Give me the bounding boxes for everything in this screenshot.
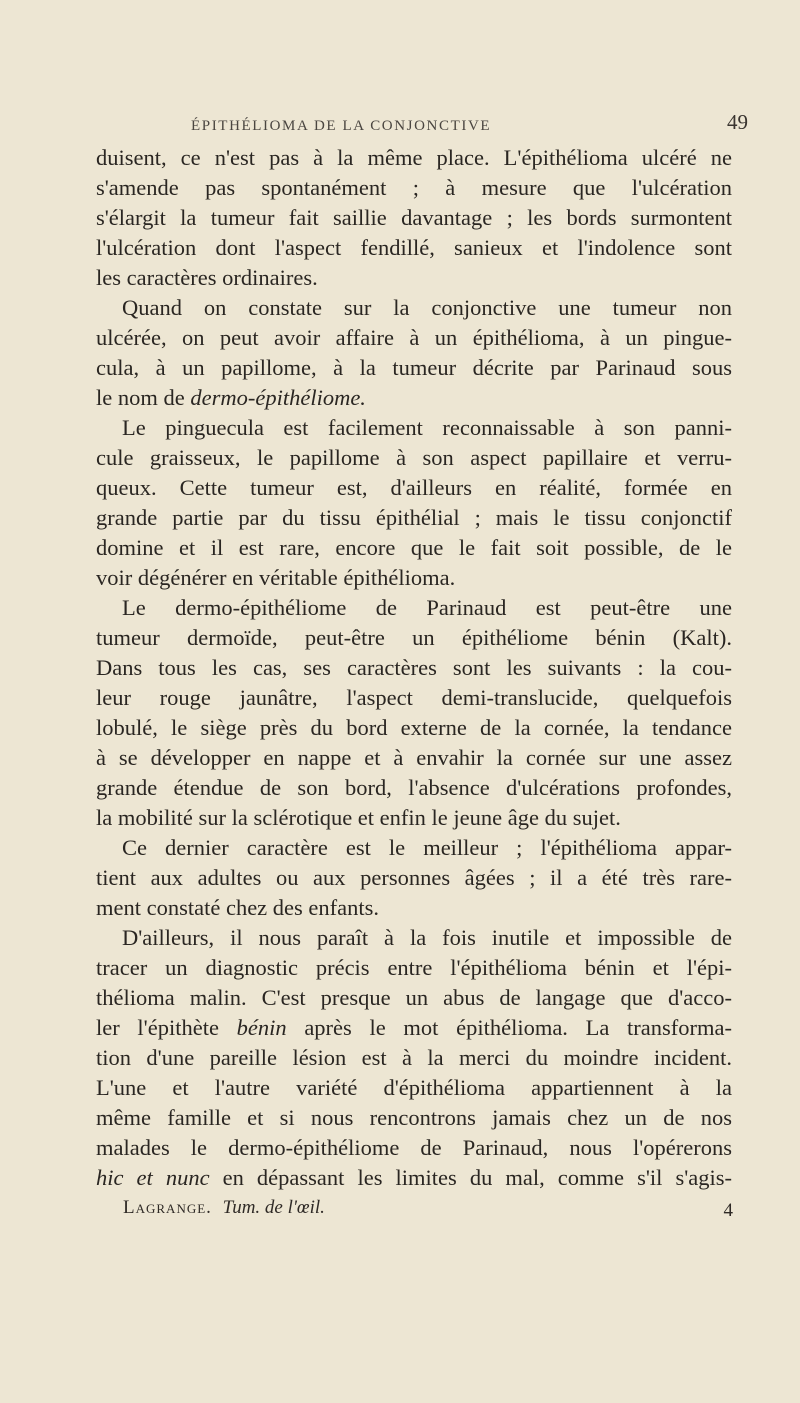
text-line: malades le dermo-épithéliome de Parinaud, nous l'opérerons (96, 1135, 732, 1160)
text-line: leur rouge jaunâtre, l'aspect demi-translucide, quelquefois (96, 685, 732, 710)
footer-author: Lagrange. (123, 1197, 212, 1218)
text-line: tient aux adultes ou aux personnes âgées ; il a été très rare- (96, 865, 732, 890)
text-line: cule graisseux, le papillome à son aspect papillaire et verru- (96, 445, 732, 470)
text-line (96, 383, 732, 413)
text-line: tracer un diagnostic précis entre l'épithélioma bénin et l'épi- (96, 955, 732, 980)
text-line: Ce dernier caractère est le meilleur ; l'épithélioma appar- (122, 835, 732, 860)
text-line: tumeur dermoïde, peut-être un épithéliome bénin (Kalt). (96, 625, 732, 650)
signature-mark: 4 (723, 1200, 733, 1221)
text-line: Le dermo-épithéliome de Parinaud est peut-être une (122, 595, 732, 620)
text-line: lobulé, le siège près du bord externe de la cornée, la tendance (96, 715, 732, 740)
text-line: Dans tous les cas, ses caractères sont les suivants : la cou- (96, 655, 732, 680)
text-line: domine et il est rare, encore que le fait soit possible, de le (96, 535, 732, 560)
text-line: ulcérée, on peut avoir affaire à un épithélioma, à un pingue- (96, 325, 732, 350)
running-head: ÉPITHÉLIOMA DE LA CONJONCTIVE (191, 118, 492, 134)
page-number: 49 (727, 110, 748, 134)
text-line: même famille et si nous rencontrons jamais chez un de nos (96, 1105, 732, 1130)
text-line: la mobilité sur la sclérotique et enfin le jeune âge du sujet. (96, 805, 621, 830)
text-line (96, 1163, 732, 1193)
text-line: thélioma malin. C'est presque un abus de langage que d'acco- (96, 985, 732, 1010)
text-span: en dépassant les limites du mal, comme s'il s'agis- (222, 1165, 732, 1190)
text-span: ler l'épithète (96, 1015, 219, 1040)
text-line: L'une et l'autre variété d'épithélioma appartiennent à la (96, 1075, 732, 1100)
italic-term: bénin (236, 1015, 287, 1040)
text-line: tion d'une pareille lésion est à la merci du moindre incident. (96, 1045, 732, 1070)
text-span: le nom de (96, 385, 185, 410)
text-line: D'ailleurs, il nous paraît à la fois inutile et impossible de (122, 925, 732, 950)
text-line: grande partie par du tissu épithélial ; mais le tissu conjonctif (96, 505, 732, 530)
text-line: queux. Cette tumeur est, d'ailleurs en réalité, formée en (96, 475, 732, 500)
text-line: à se développer en nappe et à envahir la cornée sur une assez (96, 745, 732, 770)
text-line: duisent, ce n'est pas à la même place. L'épithélioma ulcéré ne (96, 145, 732, 170)
text-line: s'amende pas spontanément ; à mesure que l'ulcération (96, 175, 732, 200)
text-line: l'ulcération dont l'aspect fendillé, sanieux et l'indolence sont (96, 235, 732, 260)
text-span: après le mot épithélioma. La transforma- (304, 1015, 732, 1040)
text-line: voir dégénérer en véritable épithélioma. (96, 565, 456, 590)
text-line: grande étendue de son bord, l'absence d'ulcérations profondes, (96, 775, 732, 800)
page-footer (123, 1195, 733, 1221)
italic-term: dermo-épithéliome. (190, 385, 366, 410)
footer-title: Tum. de l'œil. (222, 1197, 325, 1218)
text-line: cula, à un papillome, à la tumeur décrite par Parinaud sous (96, 355, 732, 380)
text-line: s'élargit la tumeur fait saillie davantage ; les bords surmontent (96, 205, 732, 230)
text-line: Quand on constate sur la conjonctive une tumeur non (122, 295, 732, 320)
text-line: ment constaté chez des enfants. (96, 895, 380, 920)
text-line: Le pinguecula est facilement reconnaissable à son panni- (122, 415, 732, 440)
text-line: les caractères ordinaires. (96, 265, 318, 290)
text-line (96, 1013, 732, 1043)
italic-term: hic et nunc (96, 1165, 210, 1190)
